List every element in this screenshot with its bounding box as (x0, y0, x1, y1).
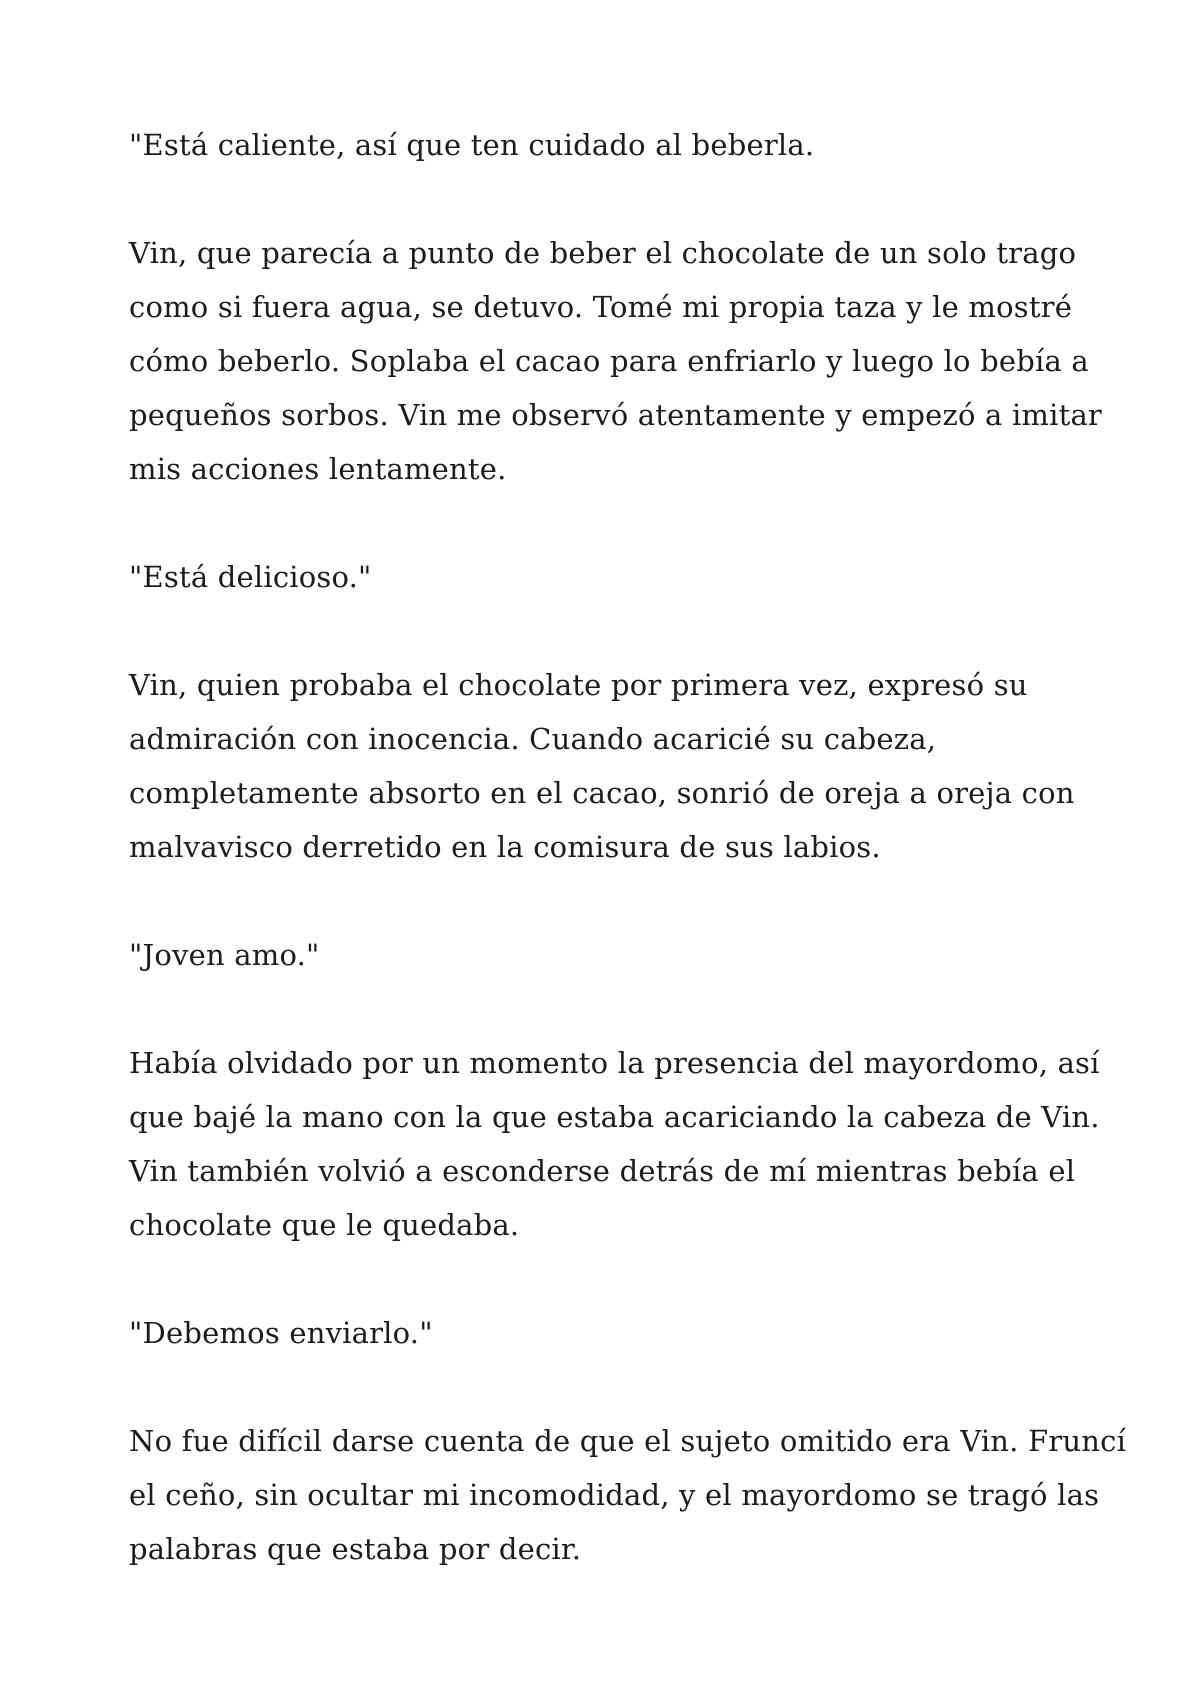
paragraph-dialogue (129, 118, 1089, 172)
paragraph-dialogue (129, 550, 1089, 604)
text-line: como si fuera agua, se detuvo. Tomé mi propia taza y le mostré (129, 290, 1073, 324)
text-line: "Está caliente, así que ten cuidado al beberla. (129, 128, 815, 162)
text-line: "Debemos enviarlo." (129, 1316, 433, 1350)
paragraph-dialogue (129, 928, 1089, 982)
text-line: Vin también volvió a esconderse detrás de mí mientras bebía el (129, 1154, 1076, 1188)
text-line: No fue difícil darse cuenta de que el sujeto omitido era Vin. Fruncí (129, 1424, 1127, 1458)
text-line: mis acciones lentamente. (129, 452, 507, 486)
text-line: el ceño, sin ocultar mi incomodidad, y el mayordomo se tragó las (129, 1478, 1100, 1512)
paragraph-narration (129, 1036, 1100, 1252)
text-line: que bajé la mano con la que estaba acariciando la cabeza de Vin. (129, 1100, 1100, 1134)
text-line: Vin, que parecía a punto de beber el chocolate de un solo trago (129, 236, 1077, 270)
text-line: Vin, quien probaba el chocolate por primera vez, expresó su (129, 668, 1028, 702)
text-line: "Joven amo." (129, 938, 320, 972)
paragraph-narration (129, 226, 1102, 496)
text-line: completamente absorto en el cacao, sonrió de oreja a oreja con (129, 776, 1075, 810)
text-line: "Está delicioso." (129, 560, 372, 594)
text-line: admiración con inocencia. Cuando acaricié su cabeza, (129, 722, 937, 756)
text-line: pequeños sorbos. Vin me observó atentamente y empezó a imitar (129, 398, 1102, 432)
paragraph-dialogue (129, 1306, 1089, 1360)
text-column (129, 118, 1127, 1630)
text-line: palabras que estaba por decir. (129, 1532, 582, 1566)
text-line: chocolate que le quedaba. (129, 1208, 520, 1242)
text-line: Había olvidado por un momento la presencia del mayordomo, así (129, 1046, 1100, 1080)
text-line: cómo beberlo. Soplaba el cacao para enfriarlo y luego lo bebía a (129, 344, 1089, 378)
paragraph-narration (129, 1414, 1127, 1576)
paragraph-narration (129, 658, 1089, 874)
text-line: malvavisco derretido en la comisura de sus labios. (129, 830, 881, 864)
